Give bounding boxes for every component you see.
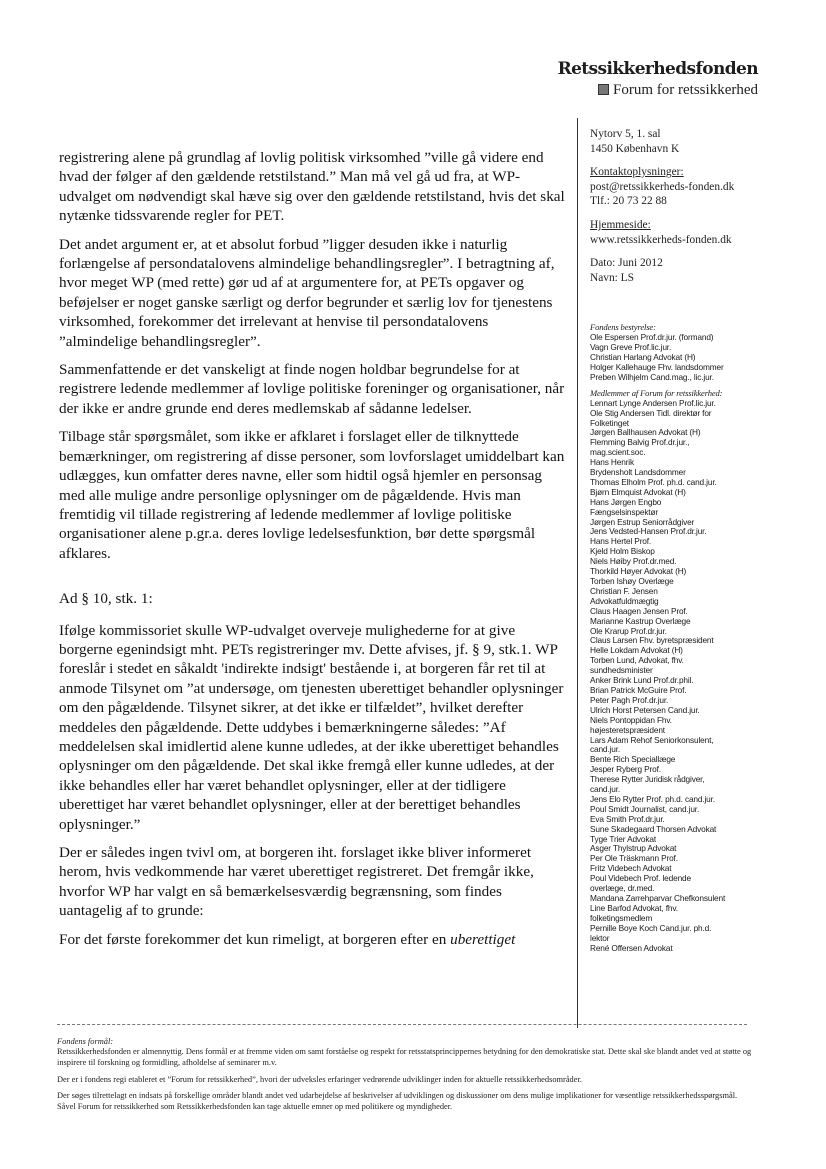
member-line: Hans Jørgen Engbo: [590, 496, 662, 507]
member-line: Brian Patrick McGuire Prof.: [590, 684, 687, 695]
member-line: Bente Rich Speciallæge: [590, 754, 676, 765]
body-paragraph-6: Der er således ingen tvivl om, at borgeren iht. forslaget ikke bliver informeret herom, hvis vedkommende har været uberettiget registreret. Det fremgår ikke, hvorfor WP har valgt en så bemærkelsesværdig begrænsning, som findes uantagelig af to grunde:: [59, 844, 534, 920]
forum-member-list: [590, 399, 790, 954]
member-line: Jørgen Estrup Seniorrådgiver: [590, 516, 695, 527]
member-line: Lennart Lynge Andersen Prof.lic.jur.: [590, 397, 716, 408]
letter-author: Navn: LS: [590, 271, 634, 284]
member-line: Therese Rytter Juridisk rådgiver,: [590, 774, 705, 785]
member-line: Christian Harlang Advokat (H): [590, 352, 696, 363]
member-line: Fængselsinspektør: [590, 506, 658, 517]
member-line: Thomas Elholm Prof. ph.d. cand.jur.: [590, 476, 717, 487]
member-line: Hans Hertel Prof.: [590, 536, 652, 547]
web-heading: Hjemmeside:: [590, 218, 651, 231]
letter-body: [59, 148, 565, 958]
member-line: Eva Smith Prof.dr.jur.: [590, 813, 665, 824]
member-line: Ole Stig Andersen Tidl. direktør for: [590, 407, 712, 418]
paragraph-7-italic: uberettiget: [450, 930, 516, 948]
member-line: Ole Espersen Prof.dr.jur. (formand): [590, 332, 714, 343]
sidebar: [590, 127, 790, 953]
member-line: Bjørn Elmquist Advokat (H): [590, 486, 686, 497]
member-line: Brydensholt Landsdommer: [590, 467, 686, 478]
member-line: cand.jur.: [590, 744, 621, 755]
member-line: Poul Videbech Prof. ledende: [590, 873, 691, 884]
member-line: Marianne Kastrup Overlæge: [590, 615, 691, 626]
member-line: Lars Adam Rehof Seniorkonsulent,: [590, 734, 714, 745]
member-line: Helle Lokdam Advokat (H): [590, 645, 683, 656]
contact-heading: Kontaktoplysninger:: [590, 166, 684, 179]
member-line: Holger Kallehauge Fhv. landsdommer: [590, 361, 724, 372]
column-divider: [577, 118, 578, 1028]
member-line: Niels Pontoppidan Fhv.: [590, 714, 672, 725]
member-line: Poul Smidt Journalist, cand.jur.: [590, 803, 700, 814]
member-line: Jørgen Ballhausen Advokat (H): [590, 427, 701, 438]
member-line: overlæge, dr.med.: [590, 883, 655, 894]
member-line: Advokatfuldmægtig: [590, 595, 659, 606]
member-line: mag.scient.soc.: [590, 447, 646, 458]
forum-members-title: Medlemmer af Forum for retssikkerhed:: [590, 387, 723, 398]
member-line: Claus Haagen Jensen Prof.: [590, 605, 688, 616]
member-line: Flemming Balvig Prof.dr.jur.,: [590, 437, 690, 448]
member-line: Claus Larsen Fhv. byretspræsident: [590, 635, 714, 646]
member-line: Vagn Greve Prof.lic.jur.: [590, 342, 672, 353]
board-member-list: [590, 333, 790, 383]
member-line: Preben Wilhjelm Cand.mag., lic.jur.: [590, 371, 714, 382]
member-line: Jens Elo Rytter Prof. ph.d. cand.jur.: [590, 793, 715, 804]
member-line: Ole Krarup Prof.dr.jur.: [590, 625, 667, 636]
member-line: Thorkild Høyer Advokat (H): [590, 566, 687, 577]
member-line: Jesper Ryberg Prof.: [590, 764, 661, 775]
member-line: cand.jur.: [590, 784, 621, 795]
member-line: Line Barfod Advokat, fhv.: [590, 902, 678, 913]
member-line: Mandana Zarrehparvar Chefkonsulent: [590, 893, 726, 903]
body-paragraph-4: Tilbage står spørgsmålet, som ikke er afklaret i forslaget eller de tilknyttede bemærkninger, om registrering af disse personer, som lovforslaget umiddelbart kan udlægges, kun omfatter deres navne, eller som hidtil også hjemler en personsag med alle mulige andre personlige oplysninger om de pågældende. Hvis man fremtidig vil tillade registrering af ledende medlemmer af lovlige politiske organisationer alene p.gr.a. deres lovlige ledelsesfunktion, bør dette spørgsmål afklares.: [59, 428, 565, 562]
member-line: Jens Vedsted-Hansen Prof.dr.jur.: [590, 526, 707, 537]
address-line-2: 1450 København K: [590, 142, 680, 155]
member-line: Ulrich Horst Petersen Cand.jur.: [590, 704, 700, 715]
body-paragraph-1: registrering alene på grundlag af lovlig politisk virksomhed ”ville gå videre end hvad der følger af den gældende retstilstand.” Man må vel gå ud fra, at WP-udvalget om nødvendigt skal hæve sig over den gældende retstilstand, hvis det skal nytænke tidssvarende regler for PET.: [59, 149, 565, 225]
member-line: sundhedsminister: [590, 665, 653, 676]
member-line: Kjeld Holm Biskop: [590, 546, 655, 557]
member-line: folketingsmedlem: [590, 912, 653, 923]
body-paragraph-5: Ifølge kommissoriet skulle WP-udvalget overveje mulighederne for at give borgerne egenindsigt mht. PETs registreringer mv. Dette afvises, jf. § 9, stk.1. WP foreslår i stedet en såkaldt 'indirekte indsigt' bestående i, at borgeren får ret til at anmode Tilsynet om ”at undersøge, om tjenesten uberettiget behandler oplysninger om den pågældende. Tilsynet sikrer, at det ikke er tilfældet”, hvilket derefter meddeles den pågældende. Dette uddybes i bemærkningerne således: ”Af meddelelsen skal imidlertid alene kunne udledes, at der ikke uberettiget behandles oplysninger om den pågældende. Det skal ikke fremgå eller kunne udledes, at der ikke behandles eller har været behandlet oplysninger, eller at der tidligere uberettiget har været behandlet oplysninger, eller at der berettiget behandles oplysninger.”: [59, 621, 564, 833]
paragraph-7-text: For det første forekommer det kun rimeligt, at borgeren efter en: [59, 930, 451, 948]
board-title: Fondens bestyrelse:: [590, 322, 656, 333]
footer-divider: [57, 1024, 747, 1025]
member-line: René Offersen Advokat: [590, 942, 673, 953]
web-address: www.retssikkerheds-fonden.dk: [590, 233, 732, 246]
body-paragraph-2: Det andet argument er, at et absolut forbud ”ligger desuden ikke i naturlig forlængelse af persondatalovens almindelige behandlingsregler”. I betragtning af, hvor meget WP (med rette) gør ud af at argumentere for, at PETs opgaver og beføjelser er noget ganske særligt og derfor begrunder et særlig lov for tjenestens virksomhed, forekommer det irrelevant at henvise til persondatalovens ”almindelige behandlingsregler”.: [59, 235, 555, 350]
member-line: Hans Henrik: [590, 457, 634, 468]
section-heading: Ad § 10, stk. 1:: [59, 590, 153, 608]
body-paragraph-7: [59, 930, 565, 949]
address-line-1: Nytorv 5, 1. sal: [590, 128, 661, 140]
footer: [57, 1024, 757, 1119]
forum-name: Forum for retssikkerhed: [613, 82, 758, 98]
member-line: Fritz Videbech Advokat: [590, 863, 672, 874]
member-line: Pernille Boye Koch Cand.jur. ph.d.: [590, 922, 712, 933]
member-line: Per Ole Träskmann Prof.: [590, 853, 678, 864]
org-name: Retssikkerhedsfonden: [557, 59, 758, 79]
member-line: Asger Thylstrup Advokat: [590, 843, 677, 854]
contact-phone: Tlf.: 20 73 22 88: [590, 195, 667, 208]
member-line: Torben Ishøy Overlæge: [590, 576, 674, 586]
body-paragraph-3: Sammenfattende er det vanskeligt at finde nogen holdbar begrundelse for at registrere ledende medlemmer af lovlige politiske foreninger og organisationer, når der ikke er andre grunde end deres medlemskab af sådanne ledelser.: [59, 361, 565, 417]
forum-name-line: [558, 80, 758, 100]
member-line: lektor: [590, 932, 610, 943]
board-block: [590, 323, 790, 953]
footer-paragraph-3: Der søges tilrettelagt en indsats på forskellige områder blandt andet ved udarbejdelse af beskrivelser af udviklingen og diskussioner om dens mulige implikationer for væsentlige retssikkerhedsspørgsmål. Såvel Forum for retssikkerhed som Retssikkerhedsfonden kan tage aktuelle emner op med politikere og myndigheder.: [57, 1091, 738, 1112]
footer-title: Fondens formål:: [57, 1037, 114, 1046]
letterhead: [558, 58, 758, 100]
member-line: Sune Skadegaard Thorsen Advokat: [590, 823, 717, 834]
contact-block: [590, 127, 790, 285]
member-line: Folketinget: [590, 417, 629, 428]
footer-paragraph-2: Der er i fondens regi etableret et ”Forum for retssikkerhed”, hvori der udveksles erfaringer vedrørende udviklinger inden for aktuelle retssikkerhedsområder.: [57, 1074, 582, 1084]
member-line: Torben Lund, Advokat, fhv.: [590, 655, 684, 666]
forum-logo-icon: [598, 84, 609, 95]
footer-paragraph-1: Retssikkerhedsfonden er almennyttig. Dens formål er at fremme viden om samt forståelse og respekt for retsstatsprincippernes betydning for den demokratiske stat. Dette skal ske blandt andet ved at støtte og inspirere til forskning og formidling, afholdelse af seminarer m.v.: [57, 1047, 752, 1067]
member-line: højesteretspræsident: [590, 724, 665, 735]
member-line: Tyge Trier Advokat: [590, 833, 657, 844]
member-line: Niels Høiby Prof.dr.med.: [590, 556, 677, 567]
contact-email: post@retssikkerheds-fonden.dk: [590, 180, 735, 193]
member-line: Anker Brink Lund Prof.dr.phil.: [590, 675, 694, 686]
member-line: Christian F. Jensen: [590, 585, 658, 596]
letter-date: Dato: Juni 2012: [590, 257, 663, 270]
member-line: Peter Pagh Prof.dr.jur.: [590, 694, 669, 705]
